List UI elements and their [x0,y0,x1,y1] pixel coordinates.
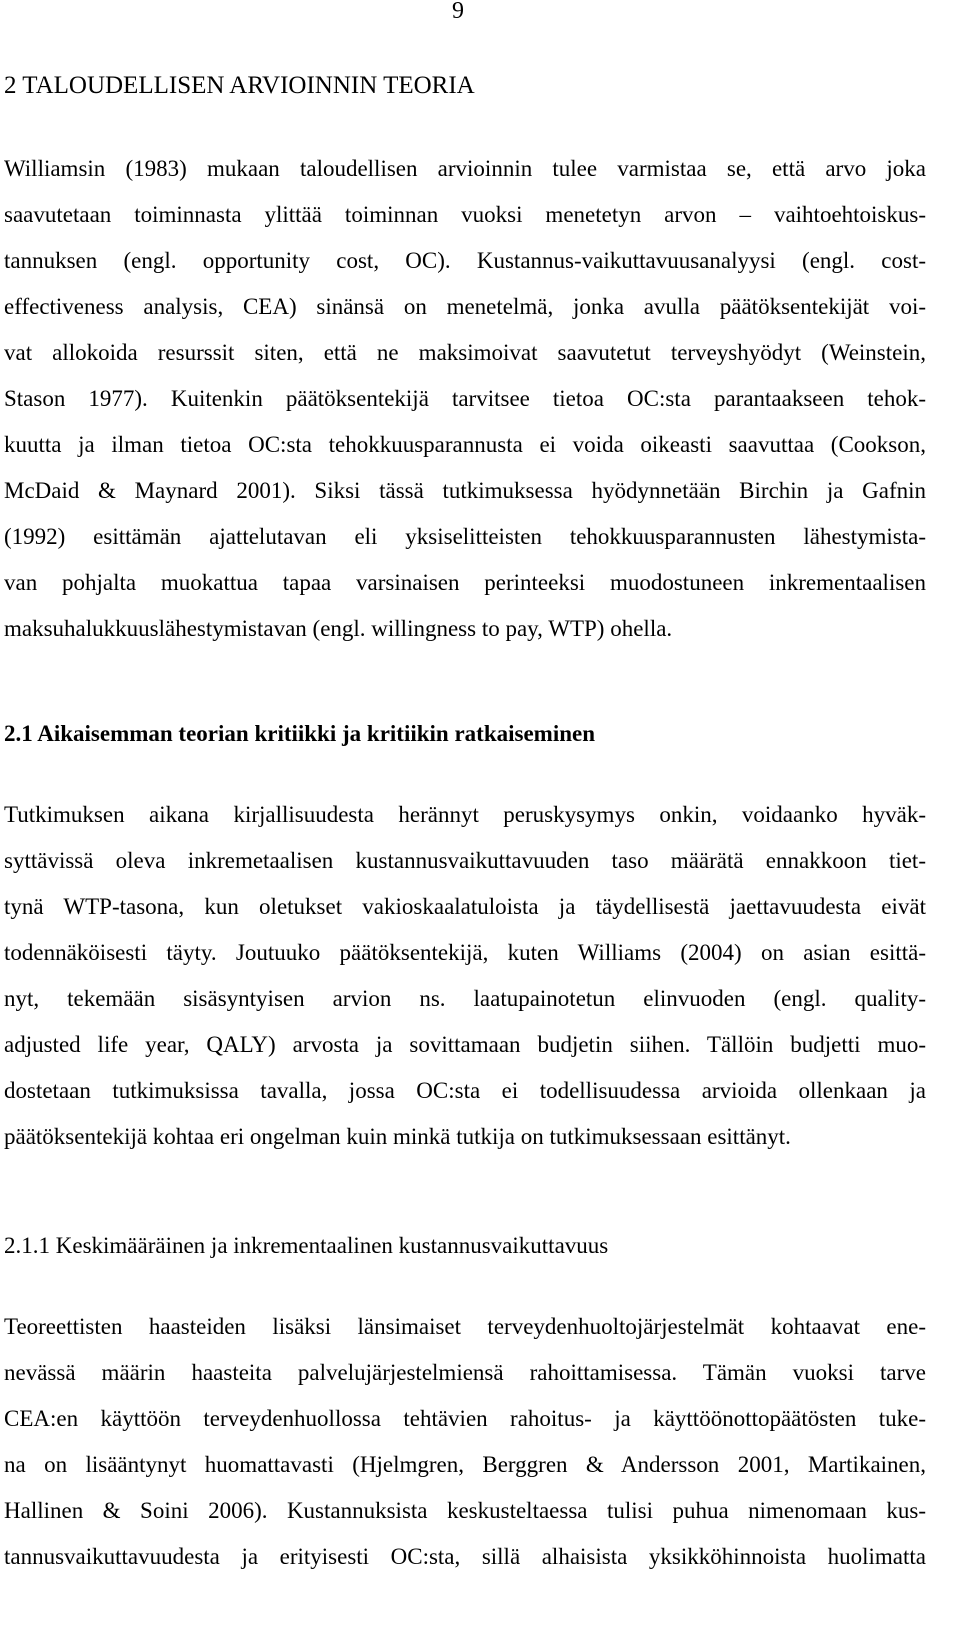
subsection-heading: 2.1.1 Keskimääräinen ja inkrementaalinen kustannusvaikuttavuus [4,1233,609,1258]
text-line: kuutta ja ilman tietoa OC:sta tehokkuusparannusta ei voida oikeasti saavuttaa (Cookson, [4,432,926,457]
text-line: nyt, tekemään sisäsyntyisen arvion ns. laatupainotetun elinvuoden (engl. quality- [4,986,926,1011]
text-line: van pohjalta muokattua tapaa varsinaisen perinteeksi muodostuneen inkrementaalisen [4,570,926,595]
text-line: CEA:en käyttöön terveydenhuollossa tehtävien rahoitus- ja käyttöönottopäätösten tuke- [4,1406,926,1431]
paragraph-williams [4,146,926,652]
chapter-title: 2 TALOUDELLISEN ARVIOINNIN TEORIA [4,72,475,99]
text-line: (1992) esittämän ajattelutavan eli yksiselitteisten tehokkuusparannusten lähestymista- [4,524,926,549]
paragraph-research-question [4,792,926,1160]
text-line: adjusted life year, QALY) arvosta ja sovittamaan budjetin siihen. Tällöin budjetti muo- [4,1032,926,1057]
text-line: vat allokoida resurssit siten, että ne maksimoivat saavutetut terveyshyödyt (Weinstein, [4,340,926,365]
text-line: saavutetaan toiminnasta ylittää toiminnan vuoksi menetetyn arvon – vaihtoehtoiskus- [4,202,926,227]
text-line: tannusvaikuttavuudesta ja erityisesti OC:sta, sillä alhaisista yksikköhinnoista huolimatta [4,1544,926,1569]
text-line: McDaid & Maynard 2001). Siksi tässä tutkimuksessa hyödynnetään Birchin ja Gafnin [4,478,926,503]
text-line: na on lisääntynyt huomattavasti (Hjelmgren, Berggren & Andersson 2001, Martikainen, [4,1452,926,1477]
text-line: Tutkimuksen aikana kirjallisuudesta herännyt peruskysymys onkin, voidaanko hyväk- [4,802,926,827]
text-line: maksuhalukkuuslähestymistavan (engl. willingness to pay, WTP) ohella. [4,616,673,641]
text-line: tynä WTP-tasona, kun oletukset vakioskaalatuloista ja täydellisestä jaettavuudesta eivät [4,894,926,919]
text-line: Williamsin (1983) mukaan taloudellisen arvioinnin tulee varmistaa se, että arvo joka [4,156,926,181]
section-heading: 2.1 Aikaisemman teorian kritiikki ja kritiikin ratkaiseminen [4,721,596,746]
text-line: dostetaan tutkimuksissa tavalla, jossa OC:sta ei todellisuudessa arvioida ollenkaan ja [4,1078,926,1103]
page-number: 9 [452,0,464,24]
text-line: päätöksentekijä kohtaa eri ongelman kuin minkä tutkija on tutkimuksessaan esittänyt. [4,1124,791,1149]
text-line: effectiveness analysis, CEA) sinänsä on menetelmä, jonka avulla päätöksentekijät voi- [4,294,926,319]
text-line: tannuksen (engl. opportunity cost, OC). Kustannus-vaikuttavuusanalyysi (engl. cost- [4,248,926,273]
text-line: Hallinen & Soini 2006). Kustannuksista keskusteltaessa tulisi puhua nimenomaan kus- [4,1498,926,1523]
text-line: todennäköisesti täyty. Joutuuko päätöksentekijä, kuten Williams (2004) on asian esittä- [4,940,926,965]
paragraph-healthcare-systems [4,1304,926,1580]
text-line: syttävissä oleva inkremetaalisen kustannusvaikuttavuuden taso määrätä ennakkoon tiet- [4,848,926,873]
text-line: Stason 1977). Kuitenkin päätöksentekijä tarvitsee tietoa OC:sta parantaakseen tehok- [4,386,926,411]
text-line: nevässä määrin haasteita palvelujärjestelmiensä rahoittamisessa. Tämän vuoksi tarve [4,1360,926,1385]
text-line: Teoreettisten haasteiden lisäksi länsimaiset terveydenhuoltojärjestelmät kohtaavat ene- [4,1314,926,1339]
